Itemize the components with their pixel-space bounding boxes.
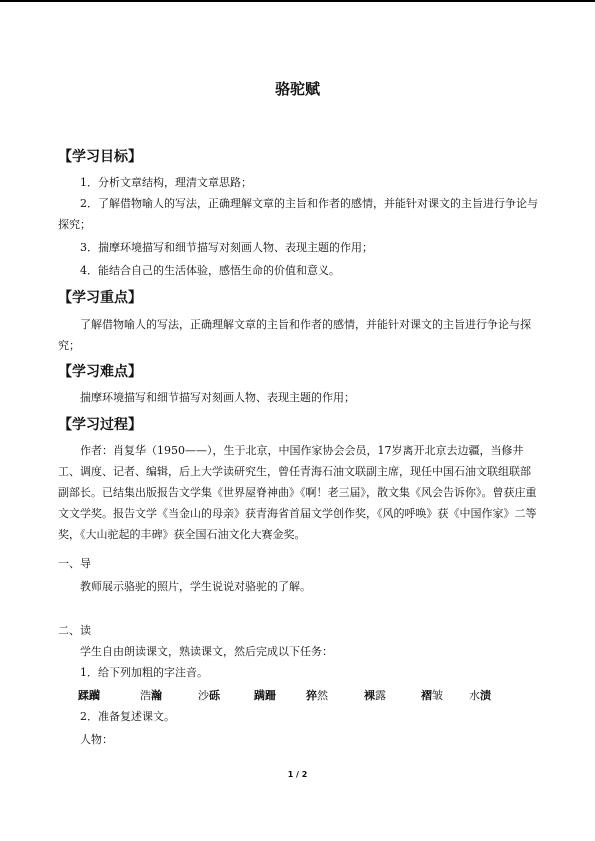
task-2: 2．准备复述课文。 [80,710,175,723]
key-text: 了解借物喻人的写法，正确理解文章的主旨和作者的感情，并能针对课文的主旨进行争论与探究； [58,318,531,352]
goal-item-2: 2．了解借物喻人的写法，正确理解文章的主旨和作者的感情，并能针对课文的主旨进行争论与探究； [58,197,538,231]
step-2-text: 学生自由朗读课文，熟读课文，然后完成以下任务： [80,645,333,658]
page-top-border [0,0,595,2]
heading-goals: 【学习目标】 [58,149,142,165]
step-1-title: 一、导 [58,557,91,570]
word-item: 裸露 [364,689,386,702]
heading-difficulty: 【学习难点】 [58,364,142,380]
task-1: 1．给下列加粗的字注音。 [80,666,208,679]
goal-item-3: 3．揣摩环境描写和细节描写对刻画人物、表现主题的作用； [80,241,373,254]
word-item: 褶皱 [421,689,443,702]
word-item: 水渍 [469,689,491,702]
word-item: 蹂躏 [78,689,100,702]
word-item: 浩瀚 [140,689,162,702]
document-title: 骆驼赋 [274,80,320,98]
page-number: 1 / 2 [287,770,308,779]
goal-item-4: 4．能结合自己的生活体验，感悟生命的价值和意义。 [80,264,340,277]
step-1-text: 教师展示骆驼的照片，学生说说对骆驼的了解。 [80,580,311,593]
task-2-subitem: 人物： [80,733,113,746]
step-2-title: 二、读 [58,624,91,637]
word-item: 蹒跚 [254,689,276,702]
goal-item-1: 1．分析文章结构，理清文章思路； [80,176,252,189]
difficulty-text: 揣摩环境描写和细节描写对刻画人物、表现主题的作用； [80,391,355,404]
author-intro: 作者：肖复华（1950——），生于北京，中国作家协会会员，17岁离开北京去边疆，当修井工、调度、记者、编辑，后上大学读研究生，曾任青海石油文联副主席，现任中国石油文联组联部副部长。已结集出版报告文学集《世界屋脊神曲》《啊！老三届》，散文集《风会告诉你》。曾获庄重文文学奖。报告文学《当金山的母亲》获青海省首届文学创作奖，《风的呼唤》获《中国作家》二等奖，《大山驼起的丰碑》获全国石油文化大赛金奖。 [58,444,537,541]
word-item: 猝然 [306,689,328,702]
heading-process: 【学习过程】 [58,417,142,433]
heading-key: 【学习重点】 [58,290,142,306]
word-item: 沙砾 [198,689,220,702]
